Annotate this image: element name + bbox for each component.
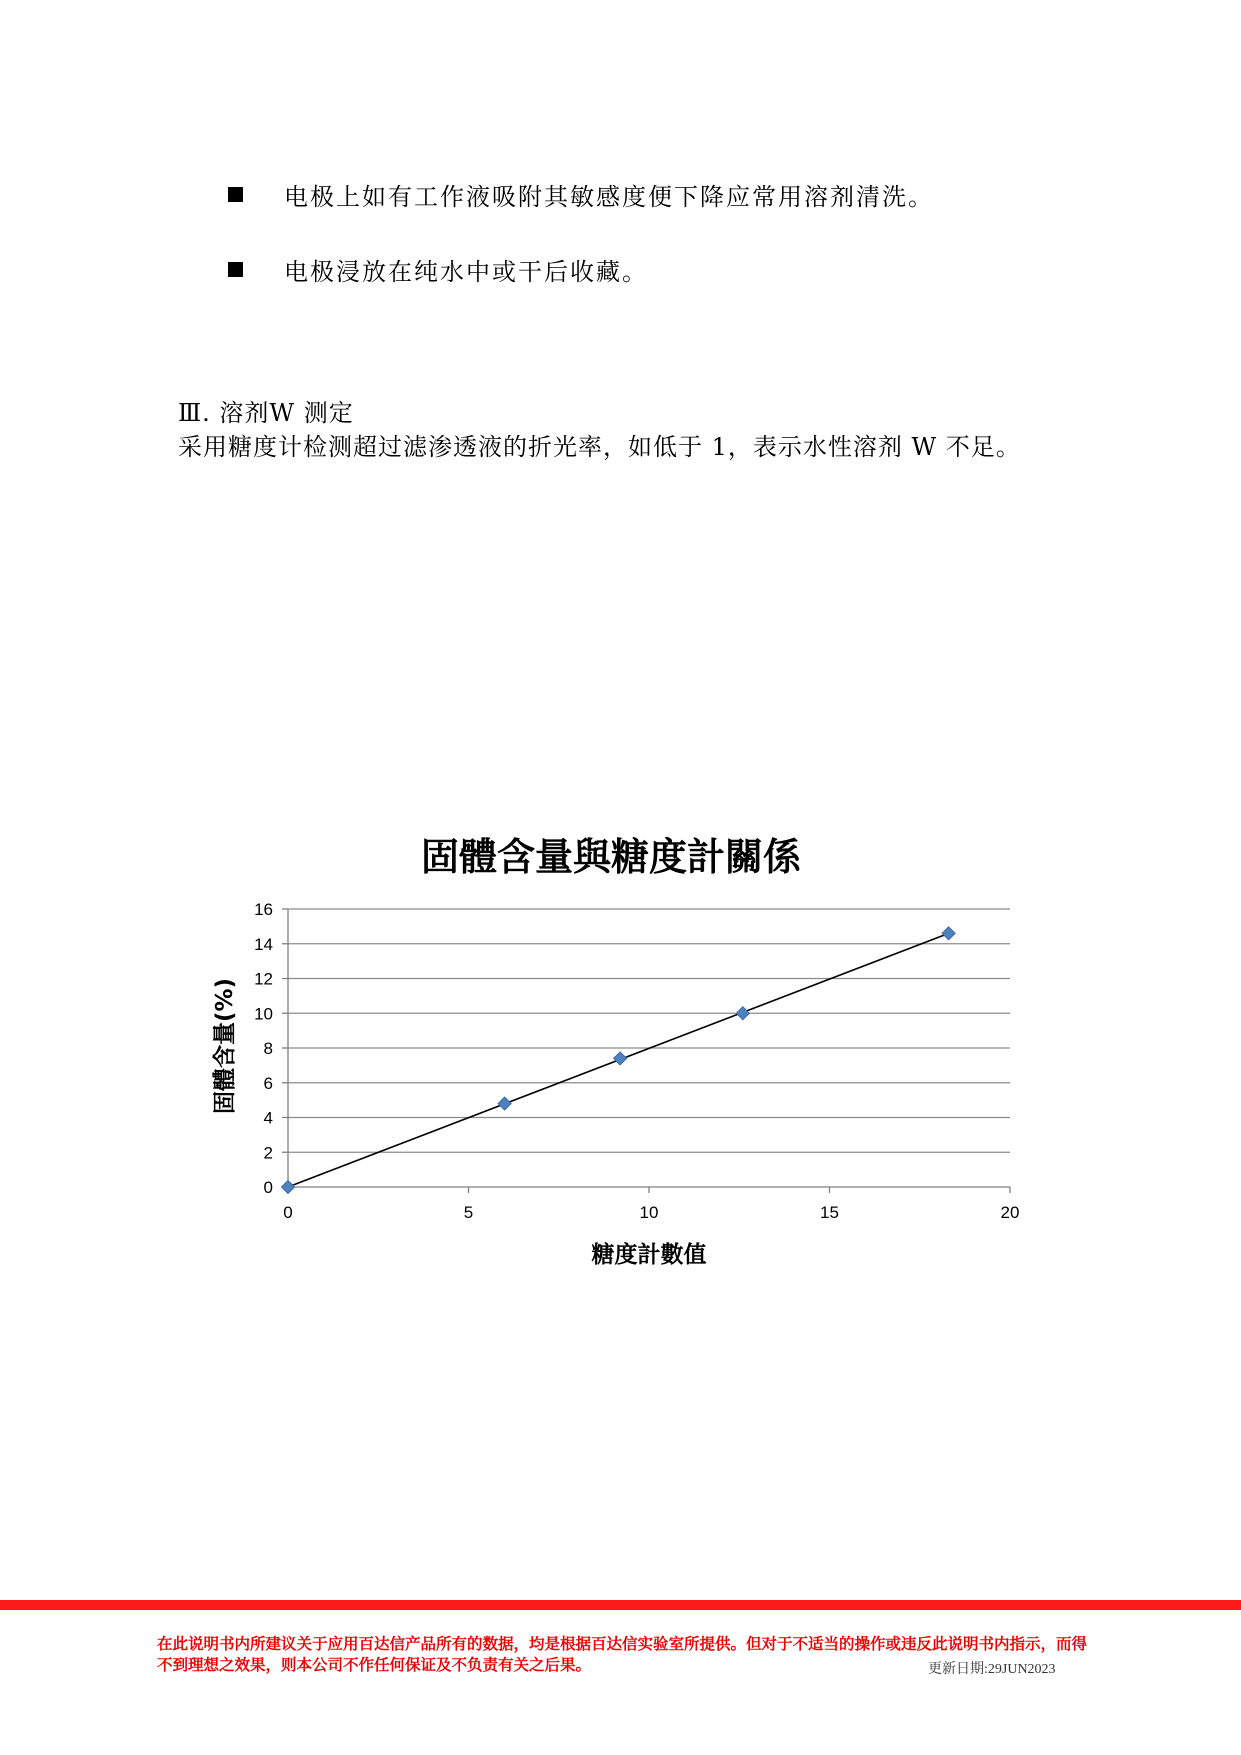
footer-updated-date: 更新日期:29JUN2023 [928,1662,1056,1677]
data-point [282,1181,295,1194]
x-axis-ticks [283,1203,1019,1222]
data-point [736,1007,749,1020]
bullet-text: 电极浸放在纯水中或干后收藏。 [284,258,648,286]
y-tick-label: 16 [254,900,273,919]
footer-bar [0,1600,1241,1610]
y-axis-label: 固體含量(%) [212,977,238,1115]
bullet-text: 电极上如有工作液吸附其敏感度便下降应常用溶剂清洗。 [284,183,934,211]
data-points [282,927,956,1194]
x-tick-label: 5 [463,1203,474,1222]
y-tick-label: 0 [263,1178,273,1197]
data-point [942,927,955,940]
x-tick-label: 0 [283,1203,293,1222]
data-point [614,1052,627,1065]
section-heading: Ⅲ. 溶剂W 测定 [178,399,354,427]
y-tick-label: 10 [254,1004,273,1024]
x-tick-label: 15 [820,1203,839,1222]
y-tick-label: 8 [263,1039,273,1058]
x-axis-label: 糖度計數值 [591,1242,707,1268]
y-tick-label: 14 [254,934,273,954]
y-tick-label: 12 [254,969,273,989]
y-tick-label: 4 [263,1108,273,1128]
y-tick-label: 2 [263,1143,273,1163]
data-point [498,1097,511,1110]
x-tick-label: 10 [639,1203,659,1222]
section-body: 采用糖度计检测超过滤渗透液的折光率，如低于 1，表示水性溶剂 W 不足。 [178,433,1021,461]
y-tick-label: 6 [263,1073,273,1093]
chart-title: 固體含量與糖度計關係 [420,835,802,879]
x-tick-label: 20 [1000,1203,1020,1222]
y-axis-ticks [254,900,273,1197]
footer-disclaimer: 在此说明书内所建议关于应用百达信产品所有的数据，均是根据百达信实验室所提供。但对于不适当的操作或违反此说明书内指示，而得不到理想之效果，则本公司不作任何保证及不负责有关之后果。 [157,1634,1088,1674]
